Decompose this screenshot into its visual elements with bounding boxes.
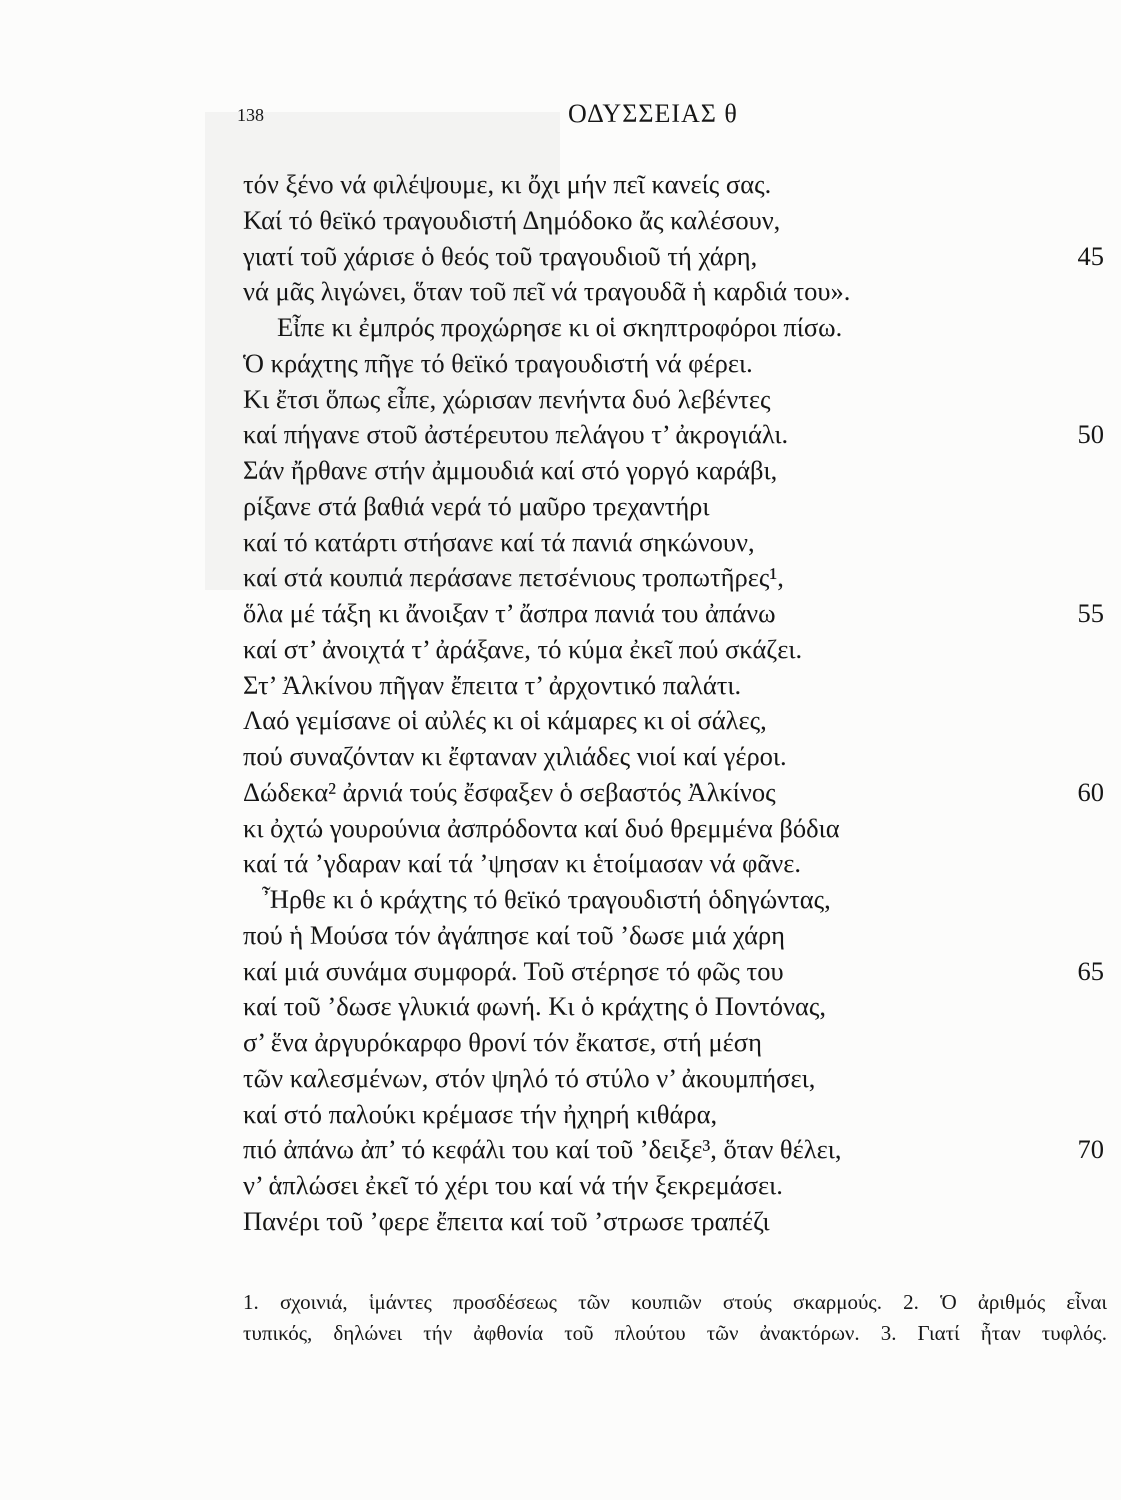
- verse-text: καί στά κουπιά περάσανε πετσένιους τροπωτῆρες¹,: [243, 562, 784, 593]
- verse-line: [243, 1061, 1104, 1097]
- verse-text: καί πήγανε στοῦ ἀστέρευτου πελάγου τ’ ἀκρογιάλι.: [243, 419, 789, 450]
- verse-line: [243, 382, 1104, 418]
- verse-text: Πανέρι τοῦ ’φερε ἔπειτα καί τοῦ ’στρωσε τραπέζι: [243, 1205, 770, 1236]
- verse-line: [243, 274, 1104, 310]
- verse-line: [243, 417, 1104, 453]
- verse-line: [243, 239, 1104, 275]
- verse-line: [243, 918, 1104, 954]
- verse-line: [243, 1132, 1104, 1168]
- verse-text: Δώδεκα² ἀρνιά τούς ἔσφαξεν ὁ σεβαστός Ἀλκίνος: [243, 776, 776, 807]
- verse-line: [243, 453, 1104, 489]
- verse-text: καί στ’ ἀνοιχτά τ’ ἀράξανε, τό κύμα ἐκεῖ πού σκάζει.: [243, 633, 803, 664]
- verse-text: νά μᾶς λιγώνει, ὅταν τοῦ πεῖ νά τραγουδᾶ ἡ καρδιά του».: [243, 276, 851, 307]
- verse-line: [243, 1168, 1104, 1204]
- verse-line: [243, 954, 1104, 990]
- verse-text: ρίξανε στά βαθιά νερά τό μαῦρο τρεχαντήρι: [243, 490, 710, 521]
- verse-line: [243, 1025, 1104, 1061]
- verse-line: [243, 167, 1104, 203]
- verse-text: Στ’ Ἀλκίνου πῆγαν ἔπειτα τ’ ἀρχοντικό παλάτι.: [243, 669, 742, 700]
- verse-line-number: 45: [1077, 240, 1104, 271]
- verse-line: [243, 668, 1104, 704]
- verse-line: [243, 739, 1104, 775]
- verse-line: [243, 775, 1104, 811]
- verse-text: πιό ἀπάνω ἀπ’ τό κεφάλι του καί τοῦ ’δειξε³, ὅταν θέλει,: [243, 1134, 842, 1165]
- verse-line: [243, 811, 1104, 847]
- verse-line-number: 50: [1077, 419, 1104, 450]
- verse-line: [243, 632, 1104, 668]
- verse-text: Σάν ἤρθανε στήν ἀμμουδιά καί στό γοργό καράβι,: [243, 455, 778, 485]
- verse-text: τόν ξένο νά φιλέψουμε, κι ὄχι μήν πεῖ κανείς σας.: [243, 169, 772, 199]
- footnote-line: τυπικός, δηλώνει τήν ἀφθονία τοῦ πλούτου τῶν ἀνακτόρων. 3. Γιατί ἦταν τυφλός.: [243, 1321, 1107, 1345]
- verse-line-number: 65: [1077, 955, 1104, 986]
- verse-text: ὅλα μέ τάξη κι ἄνοιξαν τ’ ἄσπρα πανιά του ἀπάνω: [243, 598, 776, 628]
- verse-text: καί τά ’γδαραν καί τά ’ψησαν κι ἑτοίμασαν νά φᾶνε.: [243, 848, 802, 879]
- verse-line: [243, 525, 1104, 561]
- verse-text: Καί τό θεϊκό τραγουδιστή Δημόδοκο ἄς καλέσουν,: [243, 204, 781, 235]
- verse-line-number: 60: [1077, 776, 1104, 807]
- verse-block: [243, 167, 1104, 1240]
- verse-text: Ὁ κράχτης πῆγε τό θεϊκό τραγουδιστή νά φέρει.: [243, 347, 753, 378]
- verse-text: πού συναζόνταν κι ἔφταναν χιλιάδες νιοί καί γέροι.: [243, 741, 787, 771]
- footnotes: [243, 1287, 1107, 1349]
- verse-line: [243, 989, 1104, 1025]
- verse-text: τῶν καλεσμένων, στόν ψηλό τό στύλο ν’ ἀκουμπήσει,: [243, 1062, 816, 1093]
- verse-text: Κι ἔτσι ὅπως εἶπε, χώρισαν πενήντα δυό λεβέντες: [243, 383, 771, 414]
- verse-line: [243, 882, 1104, 918]
- footnote-line: 1. σχοινιά, ἱμάντες προσδέσεως τῶν κουπιῶν στούς σκαρμούς. 2. Ὁ ἀριθμός εἶναι: [243, 1290, 1107, 1314]
- verse-text: γιατί τοῦ χάρισε ὁ θεός τοῦ τραγουδιοῦ τή χάρη,: [243, 240, 758, 271]
- verse-text: καί μιά συνάμα συμφορά. Τοῦ στέρησε τό φῶς του: [243, 955, 784, 986]
- running-title: ΟΔΥΣΣΕΙΑΣ θ: [568, 99, 738, 128]
- verse-line: [243, 203, 1104, 239]
- verse-text: καί στό παλούκι κρέμασε τήν ἠχηρή κιθάρα,: [243, 1098, 718, 1129]
- verse-line: [243, 596, 1104, 632]
- verse-text: κι ὀχτώ γουρούνια ἀσπρόδοντα καί δυό θρεμμένα βόδια: [243, 812, 840, 843]
- verse-text: πού ἡ Μούσα τόν ἀγάπησε καί τοῦ ’δωσε μιά χάρη: [243, 919, 786, 950]
- verse-line: [243, 703, 1104, 739]
- verse-line: [243, 560, 1104, 596]
- verse-text: καί τοῦ ’δωσε γλυκιά φωνή. Κι ὁ κράχτης ὁ Ποντόνας,: [243, 991, 826, 1022]
- verse-text: καί τό κατάρτι στήσανε καί τά πανιά σηκώνουν,: [243, 526, 755, 557]
- verse-line: [243, 1097, 1104, 1133]
- page-number: 138: [237, 105, 264, 125]
- verse-text: ν’ ἁπλώσει ἐκεῖ τό χέρι του καί νά τήν ξεκρεμάσει.: [243, 1170, 783, 1200]
- verse-line: [243, 846, 1104, 882]
- verse-line: [243, 1204, 1104, 1240]
- verse-text: Εἶπε κι ἐμπρός προχώρησε κι οἱ σκηπτροφόροι πίσω.: [277, 312, 843, 342]
- verse-line: [243, 346, 1104, 382]
- verse-line: [243, 489, 1104, 525]
- verse-text: Ἦρθε κι ὁ κράχτης τό θεϊκό τραγουδιστή ὁδηγώντας,: [262, 884, 831, 914]
- verse-line-number: 70: [1077, 1134, 1104, 1165]
- verse-text: Λαό γεμίσανε οἱ αὐλές κι οἱ κάμαρες κι οἱ σάλες,: [243, 705, 767, 736]
- verse-line: [243, 310, 1104, 346]
- verse-line-number: 55: [1077, 598, 1104, 628]
- verse-text: σ’ ἕνα ἀργυρόκαρφο θρονί τόν ἔκατσε, στή μέση: [243, 1027, 762, 1057]
